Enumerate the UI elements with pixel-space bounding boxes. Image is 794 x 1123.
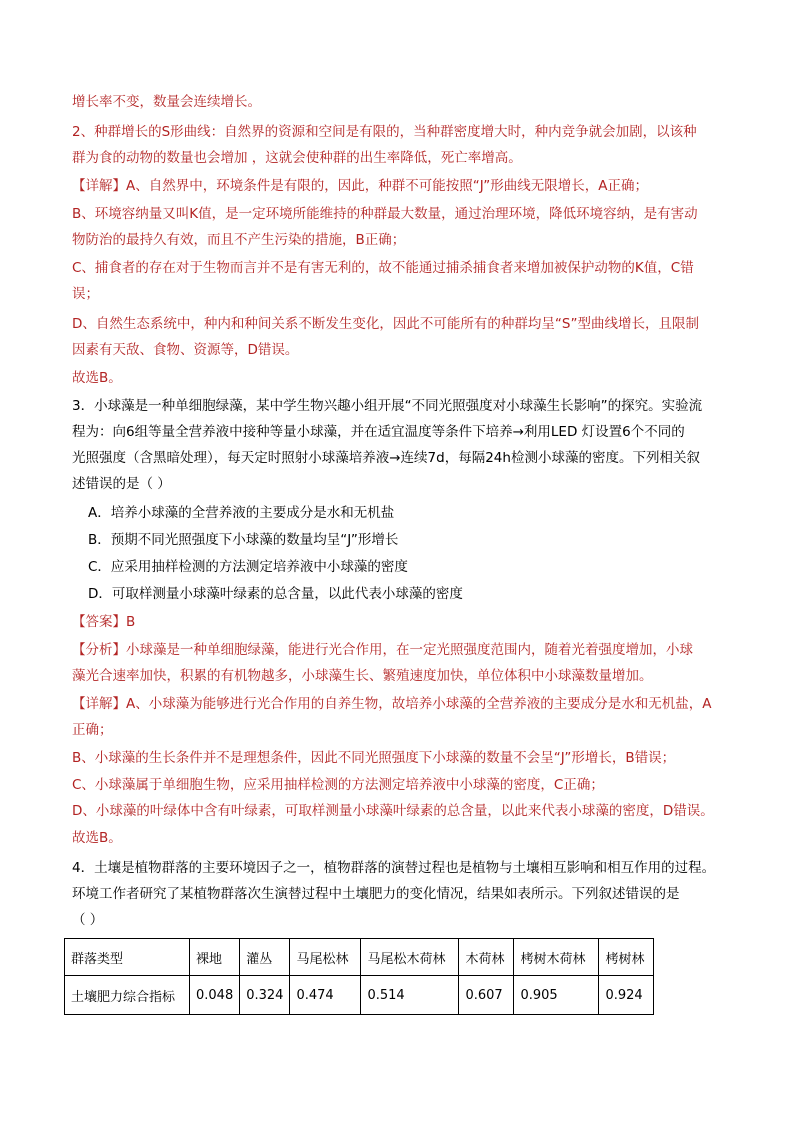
question-3-stem: 光照强度（含黑暗处理），每天定时照射小球藻培养液→连续7d，每隔24h检测小球藻的密度。下列相关叙 — [72, 450, 700, 466]
text-line: 误； — [72, 286, 99, 302]
question-4-stem: 环境工作者研究了某植物群落次生演替过程中土壤肥力的变化情况，结果如表所示。下列叙述错误的是 — [72, 886, 680, 902]
option-b: B．预期不同光照强度下小球藻的数量均呈“J”形增长 — [88, 532, 399, 548]
text-line: 【详解】A、自然界中，环境条件是有限的，因此，种群不可能按照“J”形曲线无限增长，A正确； — [72, 178, 649, 194]
detail-tag: 【详解】 — [72, 178, 126, 194]
table-cell: 0.514 — [361, 976, 459, 1015]
analysis-line: 【分析】小球藻是一种单细胞绿藻，能进行光合作用，在一定光照强度范围内，随着光着强度增加，小球 — [72, 642, 693, 658]
table-cell: 0.607 — [459, 976, 514, 1015]
text-line: 群为食的动物的数量也会增加 ，这就会使种群的出生率降低，死亡率增高。 — [72, 150, 522, 166]
detail-line: D、小球藻的叶绿体中含有叶绿素，可取样测量小球藻叶绿素的总含量，以此来代表小球藻的密度，D错误。 — [72, 803, 714, 819]
question-4-stem: 4．土壤是植物群落的主要环境因子之一，植物群落的演替过程也是植物与土壤相互影响和相互作用的过程。 — [72, 860, 716, 876]
analysis-line: 藻光合速率加快，积累的有机物越多，小球藻生长、繁殖速度加快，单位体积中小球藻数量增加。 — [72, 668, 653, 684]
text-line: B、环境容纳量又叫K值，是一定环境所能维持的种群最大数量，通过治理环境，降低环境容纳，是有害动 — [72, 206, 698, 222]
text-line: 因素有天敌、食物、资源等，D错误。 — [72, 342, 299, 358]
table-header-cell: 栲树林 — [599, 939, 654, 976]
table-cell: 0.924 — [599, 976, 654, 1015]
detail-line: 正确； — [72, 722, 113, 738]
table-cell: 0.474 — [290, 976, 361, 1015]
option-d: D．可取样测量小球藻叶绿素的总含量，以此代表小球藻的密度 — [88, 586, 463, 602]
table-cell: 0.324 — [240, 976, 290, 1015]
text-line: 2、种群增长的S形曲线：自然界的资源和空间是有限的，当种群密度增大时，种内竞争就会加剧，以该种 — [72, 124, 697, 140]
table-header-row — [65, 939, 654, 976]
option-c: C．应采用抽样检测的方法测定培养液中小球藻的密度 — [88, 559, 408, 575]
text-line: D、自然生态系统中，种内和种间关系不断发生变化，因此不可能所有的种群均呈“S”型曲线增长，且限制 — [72, 316, 699, 332]
text-line: 故选B。 — [72, 370, 122, 386]
question-3-stem: 述错误的是（ ） — [72, 476, 171, 492]
table-header-cell: 灌丛 — [240, 939, 290, 976]
table-header-cell: 裸地 — [190, 939, 240, 976]
table-header-cell: 马尾松林 — [290, 939, 361, 976]
table-cell: 0.905 — [514, 976, 599, 1015]
detail-line: 故选B。 — [72, 830, 122, 846]
question-3-stem: 3．小球藻是一种单细胞绿藻，某中学生物兴趣小组开展“不同光照强度对小球藻生长影响”的探究。实验流 — [72, 398, 703, 414]
question-4-stem: （ ） — [72, 912, 104, 928]
option-a: A．培养小球藻的全营养液的主要成分是水和无机盐 — [88, 505, 395, 521]
text-line: 增长率不变，数量会连续增长。 — [72, 94, 261, 110]
answer-line: 【答案】B — [72, 614, 136, 630]
detail-line: 【详解】A、小球藻为能够进行光合作用的自养生物，故培养小球藻的全营养液的主要成分是水和无机盐，A — [72, 696, 712, 712]
detail-line: C、小球藻属于单细胞生物，应采用抽样检测的方法测定培养液中小球藻的密度，C正确； — [72, 777, 604, 793]
text-line: 物防治的最持久有效，而且不产生污染的措施，B正确； — [72, 232, 406, 248]
table-row — [65, 976, 654, 1015]
soil-fertility-table — [64, 938, 654, 1015]
detail-line: B、小球藻的生长条件并不是理想条件，因此不同光照强度下小球藻的数量不会呈“J”形增长，B错误； — [72, 750, 676, 766]
table-header-cell: 马尾松木荷林 — [361, 939, 459, 976]
table-row-label: 土壤肥力综合指标 — [65, 976, 190, 1015]
table-header-cell: 栲树木荷林 — [514, 939, 599, 976]
question-3-stem: 程为：向6组等量全营养液中接种等量小球藻，并在适宜温度等条件下培养→利用LED 灯设置6个不同的 — [72, 424, 685, 440]
table-header-cell: 群落类型 — [65, 939, 190, 976]
table-header-cell: 木荷林 — [459, 939, 514, 976]
text-line: C、捕食者的存在对于生物而言并不是有害无利的，故不能通过捕杀捕食者来增加被保护动物的K值，C错 — [72, 260, 694, 276]
table-cell: 0.048 — [190, 976, 240, 1015]
